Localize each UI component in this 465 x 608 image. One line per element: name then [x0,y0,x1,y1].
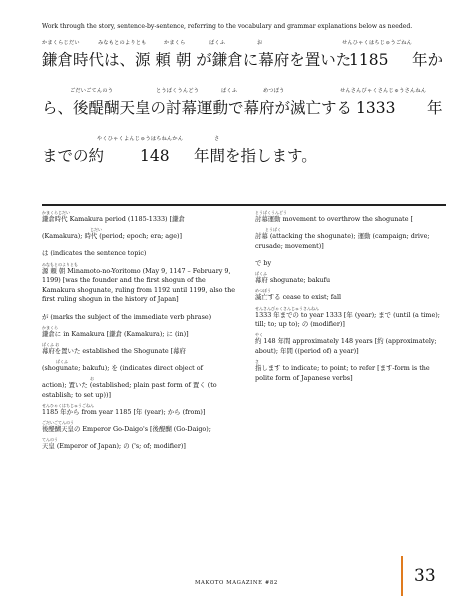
vocab-text: 幕府 shogunate; bakufu [255,276,331,285]
ruby-text: ごだいごてんのう [70,88,114,94]
vocab-text: 鎌倉に in Kamakura [鎌倉 (Kamakura); に (in)] [42,329,189,338]
ruby-text: かまくら [164,40,186,46]
vocab-ruby: かまくら [42,324,58,330]
jp-text: 年 [427,99,443,117]
vocab-entry [255,306,447,330]
vocab-entry [42,342,240,357]
vocab-text: 討幕 (attacking the shogunate); 運動 (campaign; drive; crusade; movement)] [255,232,430,250]
vocab-entry [42,403,240,418]
vocab-text: 討幕運動 movement to overthrow the shogunate [ [255,215,414,223]
ruby-text: とうばくうんどう [156,88,200,94]
vocab-entry [255,359,447,383]
vocab-ruby: とうばく [265,227,281,233]
ruby-text: かまくらじだい [42,40,80,46]
vocab-ruby: せんさんびゃくさんじゅうさんねん [255,305,319,311]
vocab-text: 幕府を置いた established the Shogunate [幕府 [42,346,186,355]
vocab-ruby: やく [255,332,263,338]
vocab-column-right [255,210,447,386]
story-line-1 [42,40,452,80]
story-line-2 [42,88,452,128]
vocab-entry [42,210,240,225]
jp-text: 年か [412,51,444,69]
vocab-entry [42,244,240,259]
ruby-text: みなもとのよりとも [98,40,147,46]
vocab-ruby: ごだいごてんのう [42,420,74,426]
vocab-entry [255,271,447,286]
vocab-text: 鎌倉時代 Kamakura period (1185-1333) [鎌倉 [42,215,185,223]
jp-text: 鎌倉時代は、源 頼 朝 が鎌倉に幕府を置いた [42,51,352,69]
vocab-entry [255,288,447,303]
jp-text: ら、後醍醐天皇の討幕運動で幕府が滅亡する [42,99,353,117]
ruby-text: ばくふ [221,88,238,94]
vocab-ruby: てんのう [42,437,58,443]
vocab-ruby: かまくらじだい [42,210,70,215]
vocab-entry [42,227,240,242]
ruby-text: お [257,40,263,46]
vocab-entry [42,376,240,400]
magazine-footer: MAKOTO MAGAZINE #82 [195,580,278,586]
vocab-entry [42,359,240,374]
ruby-text: せんひゃくはちじゅうごねん [342,40,413,46]
section-divider [42,204,446,206]
vocab-text: action); 置いた (established; plain past form of 置く (to establish; to set up))] [42,381,217,399]
vocab-ruby: めつぼう [255,288,271,294]
ruby-text: さ [214,136,220,142]
jp-text: までの約 [42,147,105,165]
vocab-entry [42,262,240,305]
ruby-text: めつぼう [263,88,285,94]
vocab-text: で by [255,258,272,267]
vocab-text: 滅亡する cease to exist; fall [255,293,342,302]
vocab-entry [255,227,447,251]
vocab-entry [42,308,240,323]
vocab-text: 約 148 年間 approximately 148 years [約 (approximately; about); 年間 ((period of) a year)] [255,337,437,355]
vocab-entry [42,437,240,452]
vocab-text: 指します to indicate; to point; to refer [ます-form is the polite form of Japanese verbs] [255,364,430,382]
vocab-entry [255,210,447,225]
year-number: 1333 [356,99,396,117]
year-number: 1185 [349,51,389,69]
vocab-text: は (indicates the sentence topic) [42,249,147,258]
vocab-ruby: お [90,376,94,382]
vocab-ruby: ばくふ お [42,341,60,347]
vocab-entry [255,254,447,269]
vocab-ruby: ばくふ [255,271,267,277]
vocab-ruby: じだい [90,227,102,233]
vocab-text: 後醍醐天皇の Emperor Go-Daigo's [後醍醐 (Go-Daigo); [42,425,211,434]
intro-instructions: Work through the story, sentence-by-sentence, referring to the vocabulary and grammar explanations below as needed. [42,23,413,30]
vocab-entry [42,325,240,340]
vocab-text: 1333 年までの to year 1333 [年 (year); まで (until (a time); till; to; up to); の (modifier)] [255,310,440,329]
story-line-3 [42,136,452,176]
vocab-entry [255,332,447,356]
vocab-entry [42,420,240,435]
vocab-ruby: ばくふ [56,359,68,365]
vocab-ruby: せんひゃくはちじゅうごねん [42,403,94,409]
vocab-text: (Kamakura); 時代 (period; epoch; era; age)] [42,232,182,241]
year-count: 148 [140,147,170,165]
vocab-column-left [42,210,240,455]
vocab-ruby: みなもとのよりとも [42,261,78,267]
vocab-text: 源 頼 朝 Minamoto-no-Yoritomo (May 9, 1147 – February 9, 1199) [was the founder and the first shogun of the Kamakura shogunate, ruling from 1192 until 1199, also the first ruling shogun in the history of Japan] [42,266,236,304]
vocab-text: 1185 年から from year 1185 [年 (year); から (from)] [42,408,206,417]
vocab-ruby: さ [255,359,259,365]
jp-text: 年間を指します。 [194,147,317,165]
page-number: 33 [414,566,436,586]
ruby-text: せんさんびゃくさんじゅうさんねん [340,88,427,94]
page-number-divider [401,556,403,596]
ruby-text: やくひゃくよんじゅうはちねんかん [97,136,184,142]
vocab-text: が (marks the subject of the immediate verb phrase) [42,312,212,321]
vocab-text: (shogunate; bakufu); を (indicates direct object of [42,364,203,373]
ruby-text: ばくふ [209,40,226,46]
vocab-text: 天皇 (Emperor of Japan); の ('s; of; modifier)] [42,442,186,451]
vocab-ruby: とうばくうんどう [255,210,287,215]
